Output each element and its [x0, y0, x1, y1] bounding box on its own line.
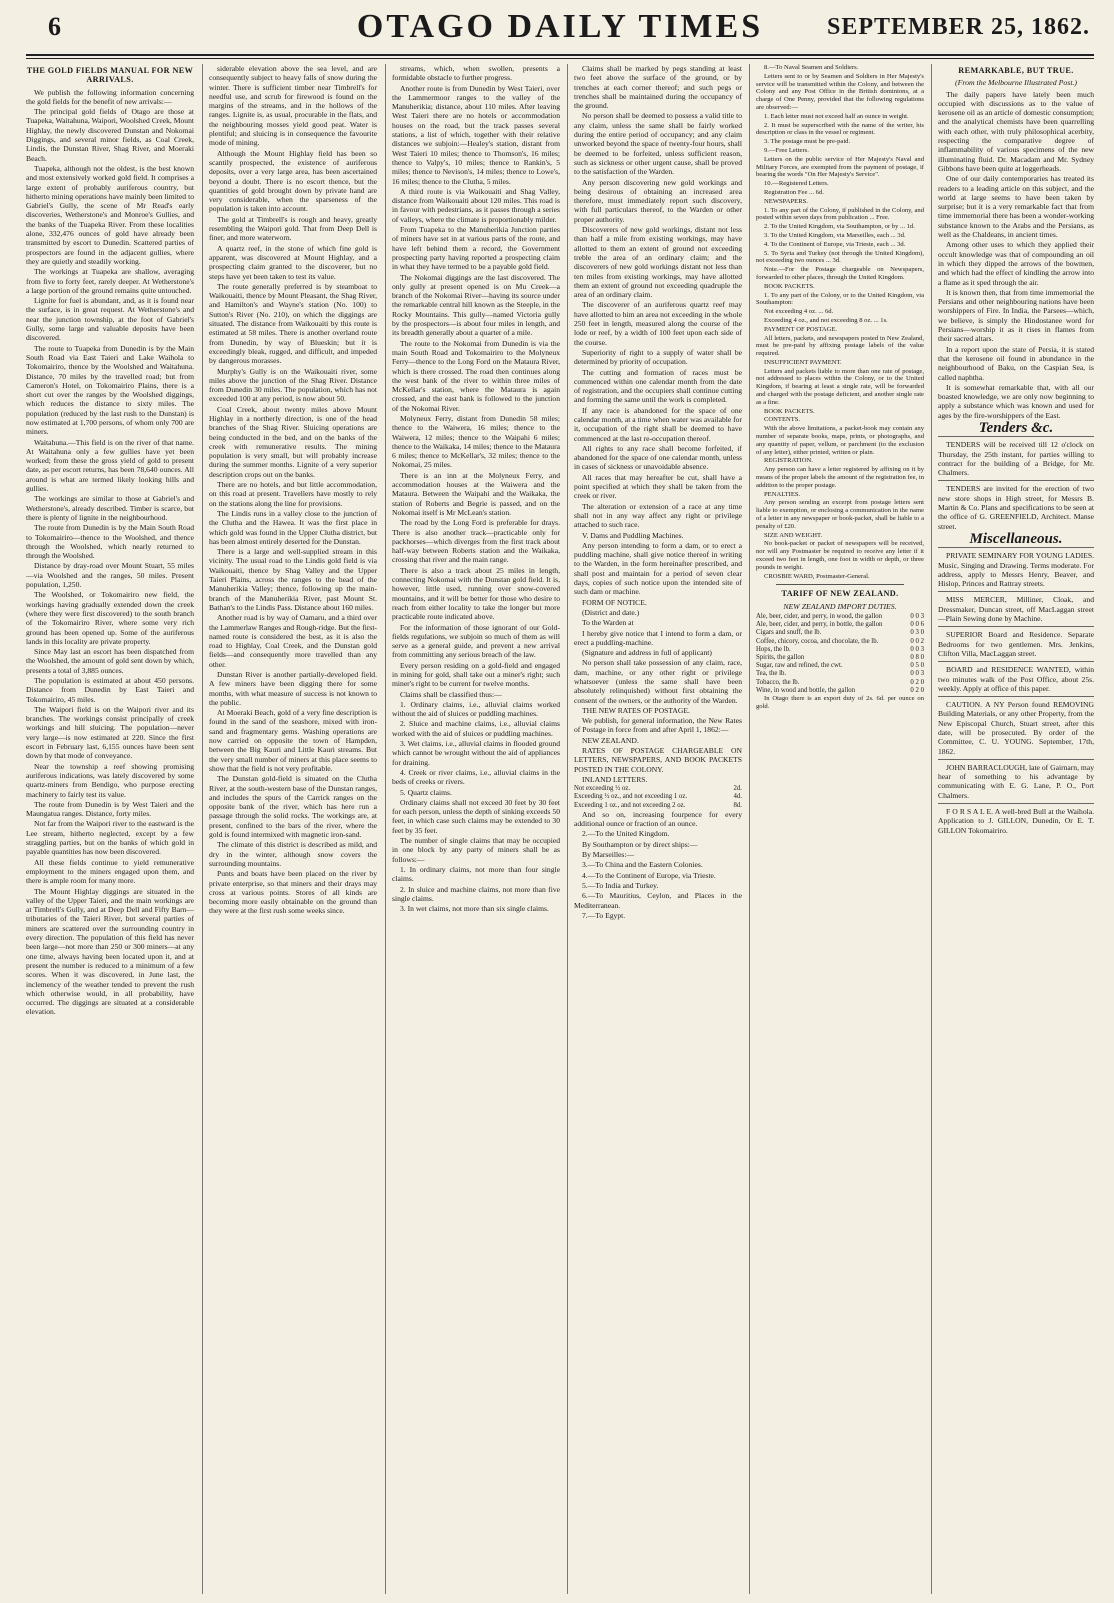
- paragraph: The gold at Timbrell's is rough and heavy, greatly resembling the Waipori gold. That from Deep Dell is finer, and more waterworn.: [209, 214, 377, 243]
- column-5: [756, 64, 924, 1594]
- paragraph: There is a large and well-supplied stream in this vicinity. The usual road to the Lindis gold field is via Waikouaiti, thence by Shag Valley and the Upper Taieri Plains, across the ranges to the head of the Manuherikia Valley; thence, following up the main-branch of the Manuherikia River, past Mount St. Bathan's to the Lindis Pass. Distance about 160 miles.: [209, 547, 377, 612]
- paragraph: 4.—To the Continent of Europe, via Trieste.: [582, 870, 716, 880]
- paragraph: 9.—Free Letters.: [764, 146, 809, 154]
- article-body: [209, 64, 377, 916]
- paragraph: 5.—To India and Turkey.: [582, 880, 659, 890]
- paragraph: Letters sent to or by Seamen and Soldiers in Her Majesty's service will be transmitted within the Colony, and between the Colony and any Post Office in the British dominions, at a charge of One Penny, provided that the following regulations are observed:—: [756, 72, 924, 111]
- page-columns: [26, 64, 1094, 1594]
- paragraph: Near the township a reef showing promising auriferous indications, was lately discovered by some quartz-miners from Bendigo, who purpose erecting machinery to fairly test its value.: [26, 761, 194, 799]
- paragraph: 1. To any part of the Colony, or to the United Kingdom, via Southampton:: [756, 291, 924, 307]
- tariff-heading: TARIFF OF NEW ZEALAND.: [781, 589, 899, 599]
- rate-row: [574, 785, 742, 793]
- paragraph: No person shall take possession of any claim, race, dam, machine, or any other right or privilege whatsoever (unless the same shall have been absolutely relinquished) without first obtaining the consent of the owners, or the authority of the Warden.: [574, 658, 742, 705]
- paragraph: siderable elevation above the sea level, and are consequently subject to heavy falls of snow during the winter. There is sufficient timber near Timbrell's for needful use, and scrub for firewood is found on the margins of the streams, and in the hollows of the ranges. Lignite is, as usual, procurable in the flats, and the neighbouring mosses yield good peat. Water is plentiful; and sluicing is in consequence the favourite mode of mining.: [209, 64, 377, 148]
- tariff-row: [756, 629, 924, 637]
- paragraph: 3. To the United Kingdom, via Marseilles, each ... 3d.: [764, 231, 906, 239]
- tariff-item: Ale, beer, cider, and perry, in bottle, the gallon: [756, 621, 883, 629]
- tariff-subheading: NEW ZEALAND IMPORT DUTIES.: [783, 601, 897, 611]
- rate-row: [574, 802, 742, 810]
- paragraph: It is known then, that from time immemorial the Persians and other neighbouring nations have been worshippers of Fire. In India, the Parsees—which, we believe, is simply the Hindostanee word for Persians—worship it as it rises in flames from their sacred altars.: [938, 287, 1094, 344]
- paragraph: BOOK PACKETS.: [764, 282, 815, 290]
- tariff-duty: 0 3 0: [910, 629, 924, 637]
- paragraph: The Nokomai diggings are the last discovered. The only gully at present opened is on Mu Creek—a branch of the Nokomai River—having its source under the remarkable central hill known as the Steeple, in the Rocky Mountains. This gully—named Victoria gully by the prospectors—is about four miles in length, and its breadth generally about a quarter of a mile.: [392, 272, 560, 338]
- classified-ad: PRIVATE SEMINARY FOR YOUNG LADIES. Music, Singing and Drawing. Terms moderate. For address, apply to Messrs Henry, Beaver, and Hislop, Princes and Rattray streets.: [938, 547, 1094, 588]
- paragraph: 3. The postage must be pre-paid.: [764, 138, 851, 146]
- paragraph: Any person sending an excerpt from postage letters sent liable to exemption, or enclosing a communication in the name of a letter in any newspaper or book-packet, shall be liable to a penalty of £20.: [756, 499, 924, 530]
- paragraph: Superiority of right to a supply of water shall be determined by priority of occupation.: [574, 347, 742, 367]
- tariff-item: Cigars and snuff, the lb.: [756, 629, 822, 637]
- paragraph: With the above limitations, a packet-book may contain any number of separate books, maps, prints, or photographs, and any quantity of paper, vellum, or parchment (to the exclusion of any letter), either printed, written or plain.: [756, 425, 924, 456]
- article-body: [574, 810, 742, 920]
- paragraph: Registration Fee ... 6d.: [764, 188, 824, 196]
- paragraph: Dunstan River is another partially-developed field. A few miners have been digging there for some months, with what measure of success is not known to the public.: [209, 670, 377, 707]
- paragraph: The route to the Nokomai from Dunedin is via the main South Road and Tokomairiro to the Molyneux Ferry—thence to the Long Ford on the Mataura River, which is there crossed. The road then continues along the west bank of the river to within three miles of McKellar's station, where the Mataura is again crossed, and the east bank is followed to the junction of the Nokomai River.: [392, 338, 560, 413]
- article-body: [392, 64, 560, 913]
- tariff-row: [756, 687, 924, 695]
- paragraph: 6.—To Mauritius, Ceylon, and Places in the Mediterranean.: [574, 891, 742, 910]
- tariff-item: Ale, beer, cider, and perry, in wood, the gallon: [756, 613, 883, 620]
- paragraph: Note.—For the Postage chargeable on Newspapers, forwarded to other places, through the United Kingdom.: [756, 266, 924, 281]
- column-2: [209, 64, 377, 1594]
- paragraph: FORM OF NOTICE.: [582, 597, 647, 607]
- paragraph: 8.—To Naval Seamen and Soldiers.: [764, 64, 859, 71]
- paragraph: The discoverer of an auriferous quartz reef may have allotted to him an area not exceeding in the whole 250 feet in length, measured along the course of the lode or reef, by a width of 100 feet upon each side of the course.: [574, 300, 742, 347]
- paragraph: 2. It must be superscribed with the name of the writer, his description or class in the vessel or regiment.: [756, 121, 924, 137]
- tariff-table: [756, 613, 924, 695]
- header-rule: [26, 54, 1094, 56]
- paragraph: The climate of this district is described as mild, and dry in the winter, although snow covers the surrounding mountains.: [209, 840, 377, 868]
- tender-ad: TENDERS will be received till 12 o'clock on Thursday, the 25th instant, for parties willing to contract for the building of a Bridge, for Mr. Chalmers.: [938, 436, 1094, 477]
- tariff-duty: 0 0 2: [910, 637, 924, 645]
- paragraph: The number of single claims that may be occupied in one block by any party of miners shall be as follows:—: [392, 836, 560, 864]
- article-body: [938, 90, 1094, 420]
- rate-value: 2d.: [733, 785, 742, 793]
- tariff-row: [756, 670, 924, 678]
- tariff-row: [756, 654, 924, 662]
- paragraph: The daily papers have lately been much occupied with discussions as to the value of kerosene oil as an article of domestic consumption; and the analytical chemists have been quarrelling with each other, with truly philosophical acerbity, respecting the comparative degree of inflammability of various specimens of the new illuminating fluid. Dr. Macadam and Mr. Sydney Gibbons have been quite at loggerheads.: [938, 89, 1094, 173]
- tariff-note: In Otago there is an export duty of 2s. 6d. per ounce on gold.: [756, 695, 924, 710]
- tariff-item: Coffee, chicory, cocoa, and chocolate, the lb.: [756, 637, 879, 645]
- paragraph: Discoverers of new gold workings, distant not less than half a mile from existing workings, may have allotted to them an extent of ground not exceeding treble the area of an ordinary claim; and the discoverers of new gold workings distant not less than ten miles from existing workings, may have allotted them an extent of ground not exceeding quadruple the area of an ordinary claim.: [574, 225, 742, 300]
- masthead: [26, 6, 1094, 50]
- paragraph: We publish the following information concerning the gold fields for the benefit of new arrivals:—: [26, 87, 194, 106]
- paragraph: There are no hotels, and but little accommodation, on this road at present. Travellers have mostly to rely on the stations along the line for provisions.: [209, 480, 377, 508]
- paragraph: To the Warden at: [582, 618, 634, 628]
- tariff-row: [756, 679, 924, 687]
- tariff-item: Tea, the lb.: [756, 670, 787, 678]
- paragraph: INSUFFICIENT PAYMENT.: [764, 358, 842, 366]
- paragraph: Murphy's Gully is on the Waikouaiti river, some miles above the junction of the Shag River. Distance from Dunedin 30 miles. The population, which has not exceeded 100 at any period, is now about 50.: [209, 366, 377, 404]
- paragraph: Punts and boats have been placed on the river by private enterprise, so that miners and their drays may cross at various points. Stores of all kinds are becoming more easily obtainable on the ground than they were at the first rush some weeks since.: [209, 869, 377, 916]
- paragraph: NEWSPAPERS.: [764, 197, 808, 205]
- column-divider: [567, 64, 568, 1594]
- tariff-duty: 0 0 3: [910, 670, 924, 678]
- tariff-item: Wine, in wood and bottle, the gallon: [756, 686, 856, 694]
- paragraph: Claims shall be marked by pegs standing at least two feet above the surface of the ground, or by trenches at each corner thereof; and such pegs or trenches shall be maintained during the occupancy of the ground.: [574, 64, 742, 111]
- paragraph: RATES OF POSTAGE CHARGEABLE ON LETTERS, NEWSPAPERS, AND BOOK PACKETS POSTED IN THE COLONY.: [574, 746, 742, 774]
- paragraph: By Southampton or by direct ships:—: [582, 839, 698, 849]
- paragraph: There is an inn at the Molyneux Ferry, and accommodation houses at the Waiwera and the Mataura. Between the Waipahi and the Waikaka, the station of Roberts and Begrie is passed, and on the Nokomai itself is Mr McLean's station.: [392, 470, 560, 517]
- paragraph: CROSBIE WARD, Postmaster-General.: [764, 572, 870, 580]
- paragraph: Tuapeka, although not the oldest, is the best known and most extensively worked gold field. It comprises a large extent of probably auriferous country, but hitherto mining operations have mainly been limited to Gabriel's Gully, the scene of Mr Read's early discoveries, Wetherstone's and Monroe's Gullies, and the banks of the Tuapeka River. From these localities alone, 332,476 ounces of gold have already been transmitted by escort to Dunedin. Scattered parties of prospectors are found in the adjacent gullies, where they are quietly and steadily working.: [26, 163, 194, 266]
- column-6: [938, 64, 1094, 1594]
- classified-ad: SUPERIOR Board and Residence. Separate Bedrooms for two gentlemen. Mrs. Jenkins, Clifton Villa, MacLaggan street.: [938, 626, 1094, 658]
- tariff-row: [756, 613, 924, 621]
- paragraph: Lignite for fuel is abundant, and, as it is found near the surface, is in great request. At Wetherstone's and near the junction township, at the foot of Gabriel's Gully, some large and valuable deposits have been discovered.: [26, 296, 194, 343]
- paragraph: Since May last an escort has been dispatched from the Woolshed, the amount of gold sent down by which, presents a total of 3,885 ounces.: [26, 647, 194, 675]
- paragraph: Any person discovering new gold workings and being desirous of obtaining an increased area therefore, must immediately report such discovery, with full particulars thereof, to the Warden or other proper authority.: [574, 177, 742, 224]
- tenders-list: [938, 436, 1094, 531]
- newspaper-title: OTAGO DAILY TIMES: [356, 8, 764, 45]
- paragraph: PENALTIES.: [764, 490, 801, 498]
- paragraph: The road by the Long Ford is preferable for drays. There is also another track—practicable only for packhorses—which diverges from the first track about half-way between Roberts station and the Waikaka, crossing that river and the main range.: [392, 518, 560, 565]
- paragraph: 1. Ordinary claims, i.e., alluvial claims worked without the aid of sluices or puddling machines.: [392, 699, 560, 719]
- classified-ad: F O R S A L E. A well-bred Bull at the Waihola. Application to J. GILLON, Dunedin, Or E. T. GILLON Tokomairiro.: [938, 803, 1094, 835]
- paragraph: 7.—To Egypt.: [582, 910, 626, 920]
- paragraph: CONTENTS.: [764, 416, 801, 424]
- paragraph: And so on, increasing fourpence for every additional ounce or fraction of an ounce.: [574, 809, 742, 829]
- paragraph: 2. In sluice and machine claims, not more than five single claims.: [392, 884, 560, 903]
- issue-date: SEPTEMBER 25, 1862.: [826, 14, 1090, 40]
- rate-value: 8d.: [733, 801, 742, 809]
- paragraph: 2.—To the United Kingdom.: [582, 829, 670, 839]
- article-source: (From the Melbourne Illustrated Post.): [954, 78, 1078, 88]
- column-4: [574, 64, 742, 1594]
- separator: [776, 584, 904, 585]
- paragraph: All letters, packets, and newspapers posted in New Zealand, must be pre-paid by affixing postage labels of the value required.: [756, 334, 924, 358]
- paragraph: 3. In wet claims, not more than six single claims.: [400, 904, 549, 914]
- tariff-duty: 0 8 0: [910, 654, 924, 662]
- paragraph: Another road is by way of Oamaru, and a third over the Lammerlaw Ranges and Rough-ridge. But the first-named route is considered the best, as it is also the road to Highlay, Coal Creek, and the Dunstan gold fields—and consequently more travelled than any other.: [209, 613, 377, 669]
- paragraph: Claims shall be classified thus:—: [400, 689, 502, 699]
- paragraph: For the information of those ignorant of our Gold-fields regulations, we subjoin so much of them as will serve as a general guide, and prevent a new arrival from committing any serious breach of the law.: [392, 622, 560, 660]
- paragraph: 3.—To China and the Eastern Colonies.: [582, 860, 703, 870]
- paragraph: By Marseilles:—: [582, 850, 635, 860]
- column-divider: [385, 64, 386, 1594]
- tariff-duty: 0 2 0: [910, 678, 924, 686]
- header-rule-thin: [26, 58, 1094, 59]
- paragraph: All rights to any race shall become forfeited, if abandoned for the space of one calendar month, unless in cases of sickness or unavoidable absence.: [574, 443, 742, 472]
- paragraph: Any person can have a letter registered by affixing on it by means of the proper labels the amount of the registration fee, in addition to the proper postage.: [756, 466, 924, 489]
- classified-ad: JOHN BARRACLOUGH, late of Gairnarn, may hear of something to his advantage by communicating with E. G. Lane, P. O., Port Chalmers.: [938, 759, 1094, 800]
- paragraph: (Signature and address in full of applicant): [582, 648, 712, 658]
- tariff-duty: 0 0 6: [910, 621, 924, 629]
- column-divider: [749, 64, 750, 1594]
- paragraph: The route from Dunedin is by the Main South Road to Tokomairiro—thence to the Woolshed, and thence through the Woolshed, which nearly returned to through the Woolshed.: [26, 523, 194, 561]
- paragraph: Molyneux Ferry, distant from Dunedin 58 miles; thence to the Waiwera, 16 miles; thence to the Waiwera, 12 miles; thence to the Waipahi 6 miles; thence to the Waikaka, 14 miles; thence to the Mataura 6 miles; thence to McKellar's, 32 miles; thence to the Nokomai, 25 miles.: [392, 413, 560, 470]
- paragraph: The Mount Highlay diggings are situated in the valley of the Upper Taieri, and the main workings are at Timbrell's Gully, and at Deep Dell and Fifty Barn—tributaries of the Taieri River, but several parties of miners are scattered over the surrounding country in every direction. The population of this field has never been large—not more than 250 or 300 miners—at any one time, always having been located upon it, and at present the number is reduced to a minimum of a few scores. When it was discovered, in June last, the inclemency of the weather tended to prevent the rush which otherwise would, in all probability, have occurred. The diggings are situated at a considerable elevation.: [26, 886, 194, 1017]
- paragraph: SIZE AND WEIGHT.: [764, 531, 823, 539]
- paragraph: No book-packet or packet of newspapers will be received, nor will any Postmaster be required to receive any letter if it exceed two feet in length, one foot in width or depth, or three pounds in weight.: [756, 540, 924, 571]
- paragraph: From Tuapeka to the Manuherikia Junction parties of miners have set in at various parts of the route, and have left behind them a record, the Government prospecting party having reported a prospecting claim in what they have termed to be a payable gold field.: [392, 225, 560, 272]
- article-body: [574, 64, 742, 784]
- paragraph: A third route is via Waikouaiti and Shag Valley, distance from Waikouaiti about 120 miles. This road is in favour with pedestrians, as it passes through a series of valleys, where the climate is proportionably milder.: [392, 186, 560, 224]
- column-1: [26, 64, 194, 1594]
- paragraph: The Dunstan gold-field is situated on the Clutha River, at the south-western base of the Dunstan ranges, and includes the spurs of the Carrick ranges on the opposite bank of the river, which has here run a passage through the solid rocks. The workings are, at present, confined to the bars of the river, where the gold is found intermixed with magnetic iron-sand.: [209, 774, 377, 840]
- paragraph: THE NEW RATES OF POSTAGE.: [582, 705, 690, 715]
- paragraph: The Lindis runs in a valley close to the junction of the Clutha and the Hawea. It was the first place in which gold was found in the Upper Clutha district, but has been almost entirely deserted for the Dunstan.: [209, 508, 377, 546]
- misc-heading: Miscellaneous.: [969, 530, 1063, 547]
- paragraph: The route from Dunedin is by West Taieri and the Maungatua ranges. Distance, forty miles.: [26, 799, 194, 819]
- page-number: 6: [48, 12, 61, 41]
- paragraph: Letters and packets liable to more than one rate of postage, not addressed to places within the Colony, or to the United Kingdom, if bearing at least a single rate, will be forwarded and charged with the postage deficient, and another single rate as a fine.: [756, 367, 924, 406]
- paragraph: Waitahuna.—This field is on the river of that name. At Waitahuna only a few gullies have yet been worked; from these the gross yield of gold to present date, as per escort returns, has been 78,640 ounces. All around is what are termed likely looking hills and gullies.: [26, 437, 194, 494]
- paragraph: No person shall be deemed to possess a valid title to any claim, unless the same shall be fairly worked during the entire period of occupancy; and any claim unworked beyond the space of twenty-four hours, shall be deemed to be forfeited, unless sufficient reason, such as sickness or other urgent cause, shall be proved to the satisfaction of the Warden.: [574, 111, 742, 177]
- paragraph: Although the Mount Highlay field has been so scantily prospected, the existence of auriferous deposits, over a very large area, has been ascertained beyond a doubt. There is no escort thence, but the quantities of gold brought down by private hand are very considerable, when the sparseness of the population is taken into account.: [209, 148, 377, 214]
- rate-label: Exceeding 1 oz., and not exceeding 2 oz.: [574, 801, 686, 809]
- paragraph: The cutting and formation of races must be commenced within one calendar month from the date of registration, and the occupiers shall continue cutting and forming the same until the work is completed.: [574, 367, 742, 405]
- paragraph: V. Dams and Puddling Machines.: [582, 530, 684, 540]
- paragraph: PAYMENT OF POSTAGE.: [764, 325, 838, 333]
- paragraph: Ordinary claims shall not exceed 30 feet by 30 feet for each person, unless the depth of sinking exceeds 50 feet, in which case such claims may be extended to 30 feet by 35 feet.: [392, 797, 560, 835]
- paragraph: A quartz reef, in the stone of which fine gold is apparent, was discovered at Mount Highlay, and a prospecting claim granted to the discoverer, but no steps have yet been taken to test its value.: [209, 243, 377, 281]
- paragraph: 10.—Registered Letters.: [764, 180, 829, 188]
- paragraph: Coal Creek, about twenty miles above Mount Highlay in a northerly direction, is one of the head branches of the Shag River. Sluicing operations are being conducted in the bed, and on the banks of the creek with remunerative results. The mining population is very small, but will probably increase during the summer months. Lignite of a very superior description crops out on the banks.: [209, 404, 377, 479]
- tariff-row: [756, 621, 924, 629]
- paragraph: 5. Quartz claims.: [400, 787, 452, 797]
- paragraph: At Moeraki Beach, gold of a very fine description is found in the sand of the seashore, mixed with iron-sand and fragmentary gems. Washing operations are now carried on opposite the town of Hampden, between the Big Kauri and Little Kauri streams. But the very small number of miners at this place seems to show that the field is not very profitable.: [209, 708, 377, 773]
- paragraph: We publish, for general information, the New Rates of Postage in force from and after April 1, 1862:—: [574, 716, 742, 735]
- rate-row: [574, 793, 742, 801]
- paragraph: Among other uses to which they applied their occult knowledge was that of compounding an oil in which they dipped the arrows of the bowmen, and which had the effect of kindling the arrow into a flame as it sped through the air.: [938, 240, 1094, 287]
- paragraph: Distance by dray-road over Mount Stuart, 55 miles—via Woolshed and the ranges, 50 miles. Present population, 1,250.: [26, 561, 194, 590]
- classified-ad: CAUTION. A NY Person found REMOVING Building Materials, or any other Property, from the New Episcopal Church, Stuart street, after this date, will be prosecuted. By order of the Committee, C. U. YOUNG. September, 17th, 1862.: [938, 696, 1094, 756]
- article-heading: REMARKABLE, BUT TRUE.: [958, 66, 1074, 75]
- paragraph: 1. In ordinary claims, not more than four single claims.: [392, 864, 560, 884]
- paragraph: 4. Creek or river claims, i.e., alluvial claims in the beds of creeks or rivers.: [392, 767, 560, 787]
- paragraph: One of our daily contemporaries has treated its readers to a leading article on this subject, and the world at large seems to have been taken by surprise; but it is a very remarkable fact that from time immemorial there has been a wonder-working substance known to the Arabs and the Persians, as well as the Chaldeans, in ancient times.: [938, 174, 1094, 240]
- paragraph: It is somewhat remarkable that, with all our boasted knowledge, we are only now beginning to apply a substance which was known and used for ages by the fire-worshippers of the East.: [938, 382, 1094, 420]
- paragraph: INLAND LETTERS.: [582, 774, 648, 784]
- paragraph: There is also a track about 25 miles in length, connecting Nokomai with the Dunstan gold field. It is, however, little used, running over snow-covered mountains, and it will be better for those who desire to reach from either locality to take the longer but more practicable route indicated above.: [392, 565, 560, 622]
- tariff-duty: 0 0 3: [910, 645, 924, 653]
- paragraph: (District and date.): [582, 607, 640, 617]
- paragraph: The Woolshed, or Tokomairiro new field, the workings having gradually extended down the creek (where they were first discovered) to the south branch of the Tokomairiro River, where some very rich ground has been opened up. Some of the auriferous lands in this locality are private property.: [26, 590, 194, 646]
- paragraph: 1. To any part of the Colony, if published in the Colony, and posted within seven days from publication ... Free.: [756, 206, 924, 222]
- article-heading: THE GOLD FIELDS MANUAL FOR NEW ARRIVALS.: [26, 66, 194, 85]
- paragraph: REGISTRATION.: [764, 457, 813, 465]
- column-divider: [931, 64, 932, 1594]
- tariff-duty: 0 5 0: [910, 662, 924, 670]
- tariff-item: Tobacco, the lb.: [756, 678, 800, 686]
- paragraph: streams, which, when swollen, presents a formidable obstacle to further progress.: [392, 64, 560, 83]
- paragraph: Another route is from Dunedin by West Taieri, over the Lammermoor ranges to the valley of the Manuherikia; distance, about 110 miles. After leaving West Taieri there are no hotels or accommodation houses on the road, but the track passes several stations, a list of which, together with their relative distances we subjoin:—Healey's station, distant from West Taieri 10 miles; thence to Thomson's, 16 miles; thence to Valpy's, 10 miles; thence to Rankin's, 5 miles; thence to Nevison's, 14 miles; thence to Lowe's, 16 miles; thence to the Clutha, 5 miles.: [392, 83, 560, 186]
- paragraph: 4. To the Continent of Europe, via Trieste, each ... 3d.: [764, 240, 906, 248]
- paragraph: NEW ZEALAND.: [582, 735, 639, 745]
- paragraph: The workings at Tuapeka are shallow, averaging from five to forty feet, rarely deeper. At Wetherstone's a large portion of the ground remains quite untouched.: [26, 267, 194, 295]
- classified-ad: MISS MERCER, Milliner, Cloak, and Dressmaker, Duncan street, off MacLaggan street—Plain Sewing done by Machine.: [938, 591, 1094, 623]
- postage-rates: [574, 785, 742, 810]
- rate-label: Exceeding ½ oz., and not exceeding 1 oz.: [574, 793, 688, 801]
- paragraph: 2. Sluice and machine claims, i.e., alluvial claims worked with the aid of sluices or puddling machines.: [392, 719, 560, 738]
- tariff-row: [756, 662, 924, 670]
- paragraph: The workings are similar to those at Gabriel's and Wetherstone's, already described. Timber is scarce, but there is plenty of lignite in the neighbourhood.: [26, 494, 194, 522]
- paragraph: 5. To Syria and Turkey (not through the United Kingdom), not exceeding two ounces ... 3d.: [756, 249, 924, 265]
- rate-value: 4d.: [733, 793, 742, 801]
- paragraph: The route generally preferred is by steamboat to Waikouaiti, thence by Mount Pleasant, the Shag River, and Hamilton's and Wayne's station (No. 100) to Sutton's River (No. 210), on which the diggings are situated. The distance from Waikouaiti by this route is estimated at 58 miles. There is another overland route from Dunedin, by way of Blueskin; but it is exceedingly bleak, rugged, and difficult, and impeded by dangerous morasses.: [209, 281, 377, 366]
- paragraph: All these fields continue to yield remunerative employment to the miners engaged upon them, and there is ample room for many more.: [26, 857, 194, 886]
- paragraph: Letters on the public service of Her Majesty's Naval and Military Forces, are exempted from the payment of postage, if bearing the words "On Her Majesty's Service".: [756, 155, 924, 179]
- paragraph: Exceeding 4 oz., and not exceeding 8 oz. ... 1s.: [764, 316, 888, 324]
- column-divider: [202, 64, 203, 1594]
- tariff-duty: 0 2 0: [910, 686, 924, 694]
- tariff-duty: 0 0 3: [910, 613, 924, 620]
- paragraph: I hereby give notice that I intend to form a dam, or erect a puddling-machine.: [574, 628, 742, 647]
- paragraph: 2. To the United Kingdom, via Southampton, or by ... 1d.: [764, 223, 915, 231]
- paragraph: In a report upon the state of Persia, it is stated that the kerosene oil found in abundance in the neighbourhood of Baku, on the Caspian Sea, is called naphtha.: [938, 344, 1094, 382]
- paragraph: If any race is abandoned for the space of one calendar month, at a time when water was available for it, occupation of the right shall be deemed to have commenced at the last re-occupation thereof.: [574, 405, 742, 443]
- paragraph: The principal gold fields of Otago are those at Tuapeka, Waitahuna, Waipori, Woolshed Creek, Mount Highlay, the newly discovered Dunstan and Nokomai Diggings, and several minor fields, as Coal Creek, Lindis, the Dunstan River, Shag River, and Moeraki Beach.: [26, 107, 194, 163]
- tariff-item: Sugar, raw and refined, the cwt.: [756, 662, 843, 670]
- classified-ads: [938, 547, 1094, 835]
- classified-ad: BOARD and RESIDENCE WANTED, within two minutes walk of the Post Office, about 25s. weekly. Apply at office of this paper.: [938, 661, 1094, 693]
- tariff-item: Hops, the lb.: [756, 645, 791, 653]
- paragraph: The population is estimated at about 450 persons. Distance from Dunedin by East Taieri and Tokomairiro, 45 miles.: [26, 676, 194, 704]
- article-body: [756, 64, 924, 580]
- paragraph: The route to Tuapeka from Dunedin is by the Main South Road via East Taieri and Lake Waihola to Tokomairiro, thence by the Woolshed and Waitahuna. Distance, 70 miles by the travelled road; but from Cameron's Hotel, on Tokomairiro Plains, there is a short cut over the ranges by the Woolshed diggings, which reduces the distance to sixty miles. The population (reduced by the last rush to the Dunstan) is now estimated at 1,700 persons, of whom only 700 are miners.: [26, 343, 194, 437]
- paragraph: All races that may hereafter be cut, shall have a point specified at which they shall be taken from the creek or river.: [574, 472, 742, 501]
- paragraph: Every person residing on a gold-field and engaged in mining for gold, shall take out a miner's right; such miner's right to be current for twelve months.: [392, 660, 560, 689]
- paragraph: Not far from the Waipori river to the eastward is the Lee stream, hitherto neglected, except by a few straggling parties, but on the banks of which gold in payable quantities has now been discovered.: [26, 819, 194, 857]
- column-3: [392, 64, 560, 1594]
- tender-ad: TENDERS are invited for the erection of two new store shops in High street, for Messrs B. Martin & Co. Plans and specifications to be seen at the office of G. GREENFIELD, Architect. Manse street.: [938, 480, 1094, 530]
- paragraph: 1. Each letter must not exceed half an ounce in weight.: [764, 112, 909, 120]
- paragraph: The alteration or extension of a race at any time shall not in any way affect any right or privilege attached to such race.: [574, 501, 742, 530]
- paragraph: The Waipori field is on the Waipori river and its branches. The workings consist principally of creek workings and hill sluicing. The population—never very large—is now estimated at 220. Since the first escort in February last, 6,155 ounces have been sent down by that mode of conveyance.: [26, 704, 194, 761]
- tariff-row: [756, 638, 924, 646]
- tariff-item: Spirits, the gallon: [756, 654, 805, 662]
- tariff-row: [756, 646, 924, 654]
- paragraph: Not exceeding 4 oz. ... 6d.: [764, 308, 834, 316]
- article-body: [26, 88, 194, 1017]
- paragraph: 3. Wet claims, i.e., alluvial claims in flooded ground which cannot be wrought without the aid of appliances for draining.: [392, 739, 560, 767]
- tenders-heading: Tenders &c.: [978, 419, 1054, 436]
- paragraph: BOOK PACKETS.: [764, 407, 815, 415]
- rate-label: Not exceeding ½ oz.: [574, 785, 631, 793]
- paragraph: Any person intending to form a dam, or to erect a puddling machine, shall give notice thereof in writing to the Warden, in the form hereinafter prescribed, and shall post and maintain for a period of seven clear days, copies of such notice upon the intended site of such dam or machine.: [574, 540, 742, 597]
